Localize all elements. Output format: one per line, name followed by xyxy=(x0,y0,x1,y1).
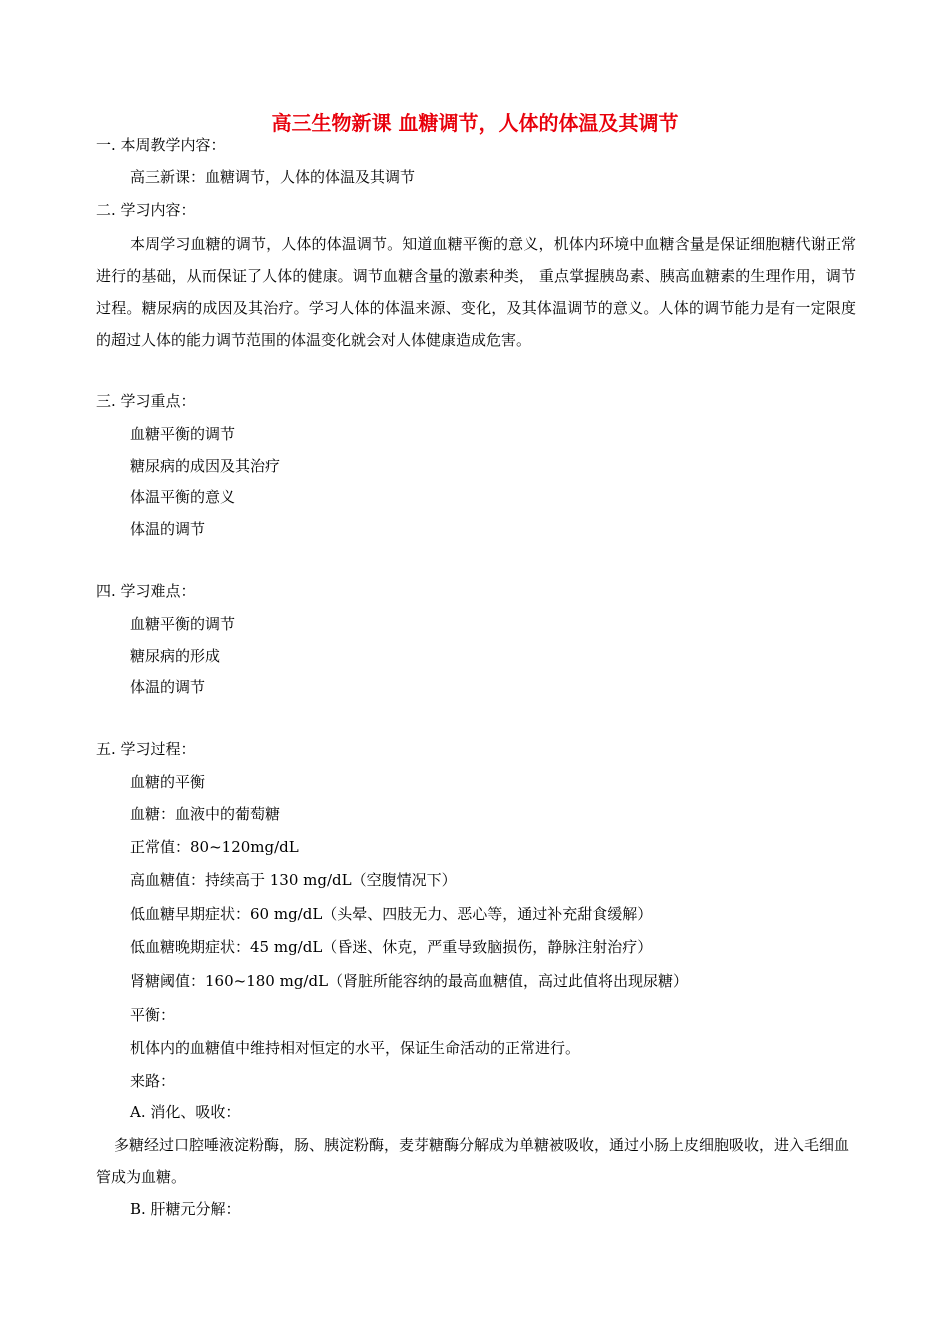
section5-line: 血糖的平衡 xyxy=(130,773,206,791)
section1-content: 高三新课：血糖调节，人体的体温及其调节 xyxy=(130,168,416,186)
section5-paragraph: 多糖经过口腔唾液淀粉酶，肠、胰淀粉酶，麦芽糖酶分解成为单糖被吸收，通过小肠上皮细胞吸收，进入毛细血管成为血糖。 xyxy=(96,1136,850,1186)
section2-heading: 二. 学习内容： xyxy=(96,201,196,219)
section5-line: 正常值：80~120mg/dL xyxy=(130,838,299,856)
section3-item: 体温平衡的意义 xyxy=(130,488,236,506)
section5-line: 低血糖早期症状：60 mg/dL（头晕、四肢无力、恶心等，通过补充甜食缓解） xyxy=(130,905,653,923)
section3-item: 糖尿病的成因及其治疗 xyxy=(130,457,281,475)
section5-line: 血糖：血液中的葡萄糖 xyxy=(130,805,281,823)
section5-heading: 五. 学习过程： xyxy=(96,740,196,758)
section5-line: 肾糖阈值：160~180 mg/dL（肾脏所能容纳的最高血糖值，高过此值将出现尿糖） xyxy=(130,972,689,990)
section5-line: 来路： xyxy=(130,1072,176,1090)
section5-line: B. 肝糖元分解： xyxy=(130,1200,241,1218)
section5-line: 平衡： xyxy=(130,1006,176,1024)
section1-heading: 一. 本周教学内容： xyxy=(96,136,226,154)
section4-item: 糖尿病的形成 xyxy=(130,647,221,665)
page-title: 高三生物新课 血糖调节，人体的体温及其调节 xyxy=(271,111,679,135)
section2-paragraph: 本周学习血糖的调节，人体的体温调节。知道血糖平衡的意义，机体内环境中血糖含量是保证细胞糖代谢正常进行的基础，从而保证了人体的健康。调节血糖含量的激素种类， 重点掌握胰岛素、胰高血糖素的生理作用，调节过程。糖尿病的成因及其治疗。学习人体的体温来源、变化，及其体温调节的意义。人体的调节能力是有一定限度的超过人体的能力调节范围的体温变化就会对人体健康造成危害。 xyxy=(96,235,856,349)
section5-line: 低血糖晚期症状：45 mg/dL（昏迷、休克，严重导致脑损伤，静脉注射治疗） xyxy=(130,938,653,956)
section5-line: A. 消化、吸收： xyxy=(130,1103,241,1121)
section5-line: 机体内的血糖值中维持相对恒定的水平，保证生命活动的正常进行。 xyxy=(130,1039,581,1057)
section5-line: 高血糖值：持续高于 130 mg/dL（空腹情况下） xyxy=(130,871,457,889)
section3-item: 血糖平衡的调节 xyxy=(130,425,236,443)
section3-item: 体温的调节 xyxy=(130,520,206,538)
section4-item: 体温的调节 xyxy=(130,678,206,696)
section4-item: 血糖平衡的调节 xyxy=(130,615,236,633)
section4-heading: 四. 学习难点： xyxy=(96,582,196,600)
section3-heading: 三. 学习重点： xyxy=(96,392,196,410)
